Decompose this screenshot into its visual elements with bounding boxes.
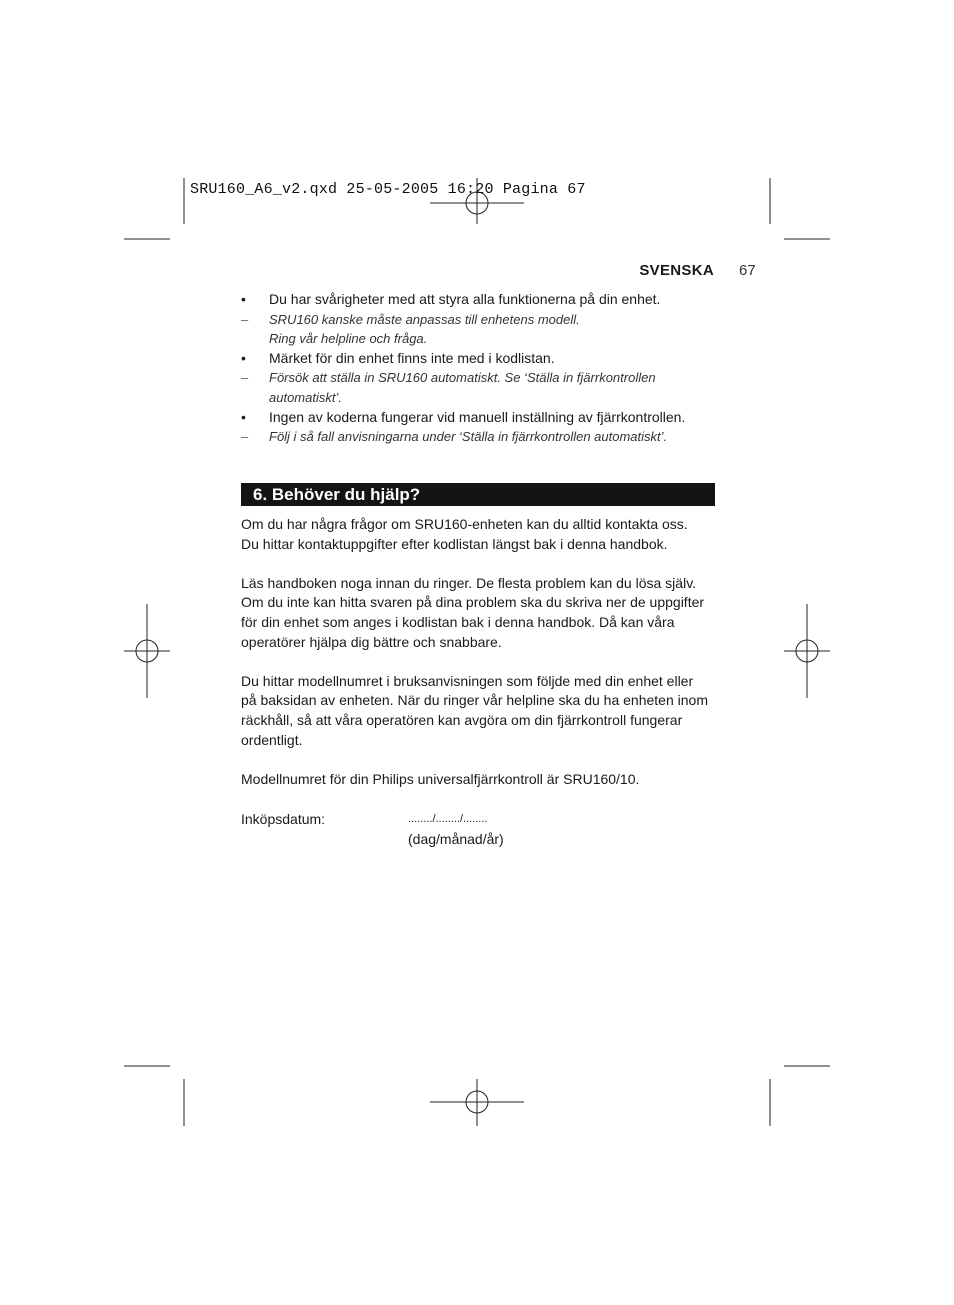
problem-text: Ingen av koderna fungerar vid manuell inställning av fjärrkontrollen. bbox=[269, 408, 686, 425]
solution-item bbox=[241, 368, 721, 407]
section-heading-bar bbox=[241, 483, 715, 506]
solution-text: Följ i så fall anvisningarna under ‘Ställa in fjärrkontrollen automatiskt’. bbox=[269, 429, 668, 445]
solution-item bbox=[241, 427, 721, 447]
problem-item bbox=[241, 408, 721, 428]
problem-text: Du har svårigheter med att styra alla funktionerna på din enhet. bbox=[269, 291, 661, 307]
paragraph-line: på baksidan av enheten. När du ringer vår helpline ska du ha enheten inom bbox=[241, 692, 708, 709]
solution-item bbox=[241, 310, 721, 349]
print-slug-line: SRU160_A6_v2.qxd 25-05-2005 16:20 Pagina 67 bbox=[190, 181, 586, 198]
paragraph-philips-model bbox=[241, 770, 721, 790]
dash-marker: – bbox=[241, 429, 249, 445]
paragraph-contact bbox=[241, 515, 721, 554]
purchase-date-blanks: ......../......../........ bbox=[408, 813, 488, 825]
problem-item bbox=[241, 349, 721, 369]
paragraph-line: Om du inte kan hitta svaren på dina problem ska du skriva ner de uppgifter bbox=[241, 594, 705, 611]
solution-text: automatiskt’. bbox=[269, 389, 342, 405]
paragraph-line: Modellnumret för din Philips universalfjärrkontroll är SRU160/10. bbox=[241, 770, 640, 787]
registration-mark-right bbox=[784, 604, 830, 698]
solution-text: Ring vår helpline och fråga. bbox=[269, 331, 428, 347]
registration-mark-left bbox=[124, 604, 170, 698]
paragraph-line: Du hittar modellnumret i bruksanvisningen som följde med din enhet eller bbox=[241, 672, 694, 689]
purchase-date-label: Inköpsdatum: bbox=[241, 811, 326, 827]
dash-marker: – bbox=[241, 370, 249, 386]
solution-text: SRU160 kanske måste anpassas till enhetens modell. bbox=[269, 311, 580, 327]
problem-item bbox=[241, 290, 721, 310]
purchase-date-format-hint: (dag/månad/år) bbox=[408, 831, 504, 847]
paragraph-line: ordentligt. bbox=[241, 731, 303, 748]
paragraph-line: räckhåll, så att våra operatören kan avgöra om din fjärrkontroll fungerar bbox=[241, 711, 683, 728]
problem-text: Märket för din enhet finns inte med i kodlistan. bbox=[269, 349, 555, 366]
troubleshooting-list bbox=[241, 290, 721, 447]
registration-mark-bottom bbox=[430, 1079, 524, 1126]
bullet-marker: • bbox=[241, 291, 246, 307]
paragraph-line: Du hittar kontaktuppgifter efter kodlistan längst bak i denna handbok. bbox=[241, 535, 668, 552]
solution-text: Försök att ställa in SRU160 automatiskt. Se ‘Ställa in fjärrkontrollen bbox=[269, 370, 656, 386]
paragraph-line: för din enhet som anges i kodlistan bak i denna handbok. Då kan våra bbox=[241, 613, 675, 630]
paragraph-read-manual bbox=[241, 574, 721, 652]
paragraph-line: operatörer hjälpa dig bättre och snabbare. bbox=[241, 633, 502, 650]
page-number: 67 bbox=[739, 262, 756, 279]
language-header: SVENSKA bbox=[639, 262, 714, 279]
section-body bbox=[241, 515, 721, 809]
bullet-marker: • bbox=[241, 408, 246, 425]
paragraph-line: Om du har några frågor om SRU160-enheten kan du alltid kontakta oss. bbox=[241, 516, 688, 532]
bullet-marker: • bbox=[241, 349, 246, 366]
paragraph-model-number bbox=[241, 672, 721, 750]
dash-marker: – bbox=[241, 311, 249, 327]
paragraph-line: Läs handboken noga innan du ringer. De flesta problem kan du lösa själv. bbox=[241, 574, 697, 591]
section-title: 6. Behöver du hjälp? bbox=[253, 485, 421, 504]
